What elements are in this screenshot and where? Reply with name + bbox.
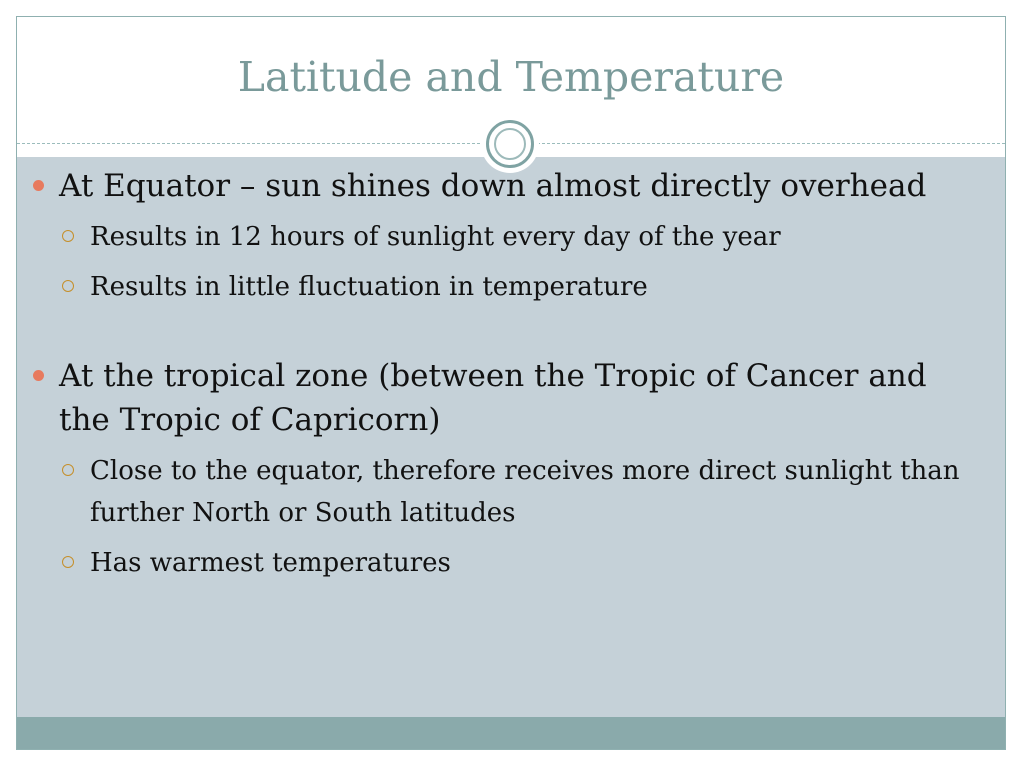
sub-bullet-text: Has warmest temperatures: [90, 548, 451, 578]
bullet-equator: [30, 164, 960, 208]
sub-bullet: [30, 450, 960, 534]
spacer: [30, 258, 960, 266]
bullet-list: [30, 164, 960, 584]
dot-bullet-icon: [33, 370, 44, 381]
spacer: [30, 442, 960, 450]
ring-bullet-icon: [62, 280, 74, 292]
spacer: [30, 208, 960, 216]
bullet-text: At the tropical zone (between the Tropic of Cancer and the Tropic of Capricorn): [59, 358, 927, 438]
sub-bullet: [30, 542, 960, 584]
footer-band: [17, 717, 1005, 750]
ornament-outer-ring: [486, 120, 534, 168]
ring-bullet-icon: [62, 464, 74, 476]
sub-bullet: [30, 216, 960, 258]
ring-bullet-icon: [62, 230, 74, 242]
sub-bullet: [30, 266, 960, 308]
bullet-text: At Equator – sun shines down almost directly overhead: [59, 168, 927, 204]
spacer: [30, 534, 960, 542]
sub-bullet-text: Results in 12 hours of sunlight every day of the year: [90, 222, 781, 252]
spacer: [30, 308, 960, 354]
ring-bullet-icon: [62, 556, 74, 568]
bullet-tropical-zone: [30, 354, 960, 442]
slide-title: Latitude and Temperature: [237, 53, 785, 101]
sub-bullet-text: Close to the equator, therefore receives more direct sunlight than further North or South latitudes: [90, 456, 960, 528]
sub-bullet-text: Results in little fluctuation in temperature: [90, 272, 648, 302]
ornament-inner-ring: [494, 128, 526, 160]
dot-bullet-icon: [33, 180, 44, 191]
